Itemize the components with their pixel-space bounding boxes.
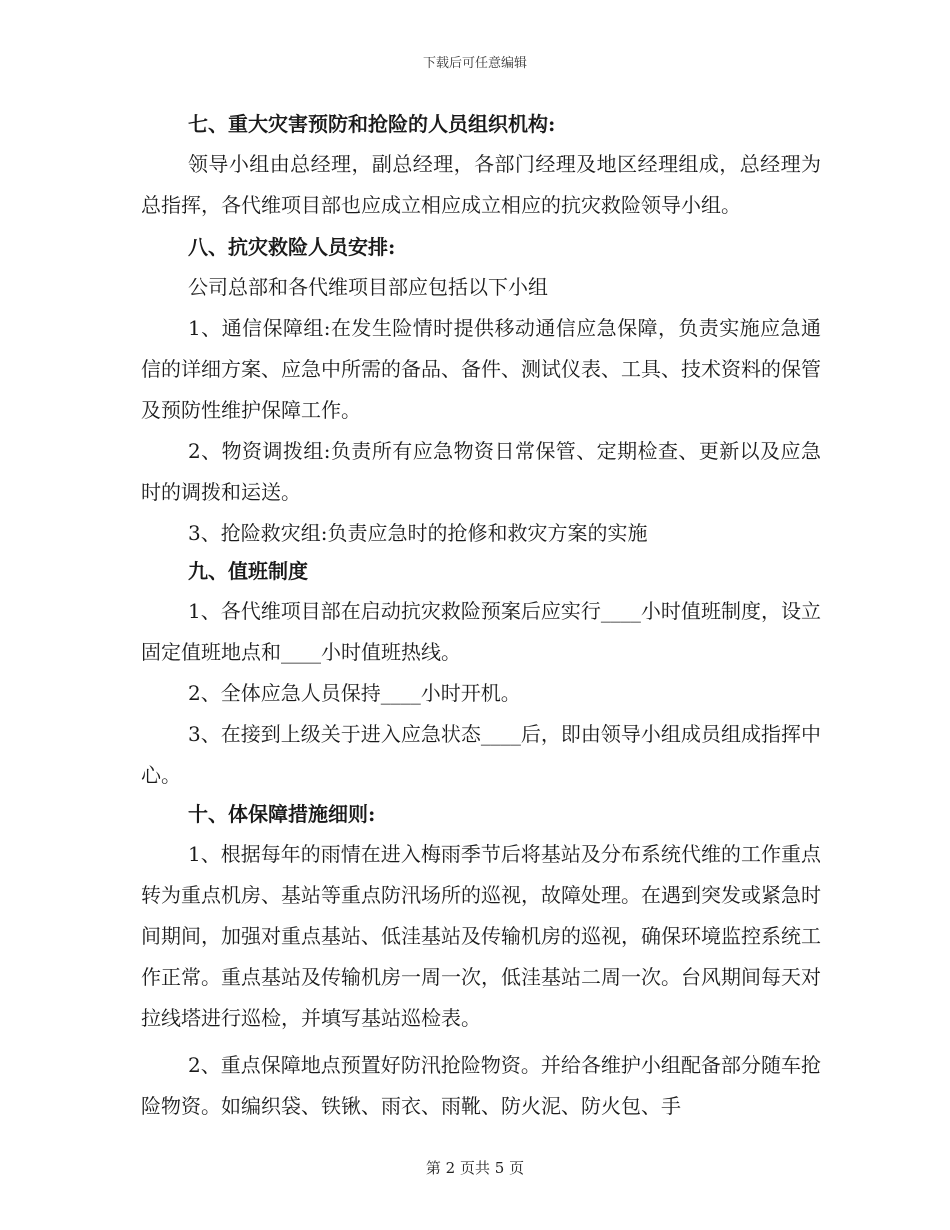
paragraph: 1、根据每年的雨情在进入梅雨季节后将基站及分布系统代维的工作重点转为重点机房、基站等重点防汛场所的巡视，故障处理。在遇到突发或紧急时间期间，加强对重点基站、低洼基站及传输机房的巡视，确保环境监控系统工作正常。重点基站及传输机房一周一次，低洼基站二周一次。台风期间每天对拉线塔进行巡检，并填写基站巡检表。 <box>141 842 821 1030</box>
section-heading: 九、值班制度 <box>188 559 308 583</box>
paragraph: 2、物资调拨组:负责所有应急物资日常保管、定期检查、更新以及应急时的调拨和运送。 <box>141 439 821 504</box>
paragraph: 3、抢险救灾组:负责应急时的抢修和救灾方案的实施 <box>188 521 648 545</box>
paragraph: 3、在接到上级关于进入应急状态____后，即由领导小组成员组成指挥中心。 <box>141 722 821 787</box>
section-9 <box>141 551 821 796</box>
paragraph: 2、全体应急人员保持____小时开机。 <box>188 681 521 705</box>
section-10 <box>141 794 821 1127</box>
page-footer: 第 2 页共 5 页 <box>425 1159 525 1177</box>
paragraph: 1、各代维项目部在启动抗灾救险预案后应实行____小时值班制度，设立固定值班地点和____小时值班热线。 <box>141 599 821 664</box>
page-header: 下载后可任意编辑 <box>422 56 527 71</box>
document-body <box>141 104 821 1127</box>
section-7 <box>141 104 821 226</box>
section-heading: 十、体保障措施细则: <box>188 802 376 826</box>
section-8 <box>141 227 821 554</box>
paragraph: 2、重点保障地点预置好防汛抢险物资。并给各维护小组配备部分随车抢险物资。如编织袋、铁锹、雨衣、雨靴、防火泥、防火包、手 <box>141 1053 821 1118</box>
paragraph: 1、通信保障组:在发生险情时提供移动通信应急保障，负责实施应急通信的详细方案、应急中所需的备品、备件、测试仪表、工具、技术资料的保管及预防性维护保障工作。 <box>141 316 821 422</box>
paragraph: 领导小组由总经理，副总经理，各部门经理及地区经理组成，总经理为总指挥，各代维项目部也应成立相应成立相应的抗灾救险领导小组。 <box>141 152 821 217</box>
paragraph: 公司总部和各代维项目部应包括以下小组 <box>188 275 548 299</box>
section-heading: 七、重大灾害预防和抢险的人员组织机构: <box>188 112 556 136</box>
section-heading: 八、抗灾救险人员安排: <box>188 235 396 259</box>
